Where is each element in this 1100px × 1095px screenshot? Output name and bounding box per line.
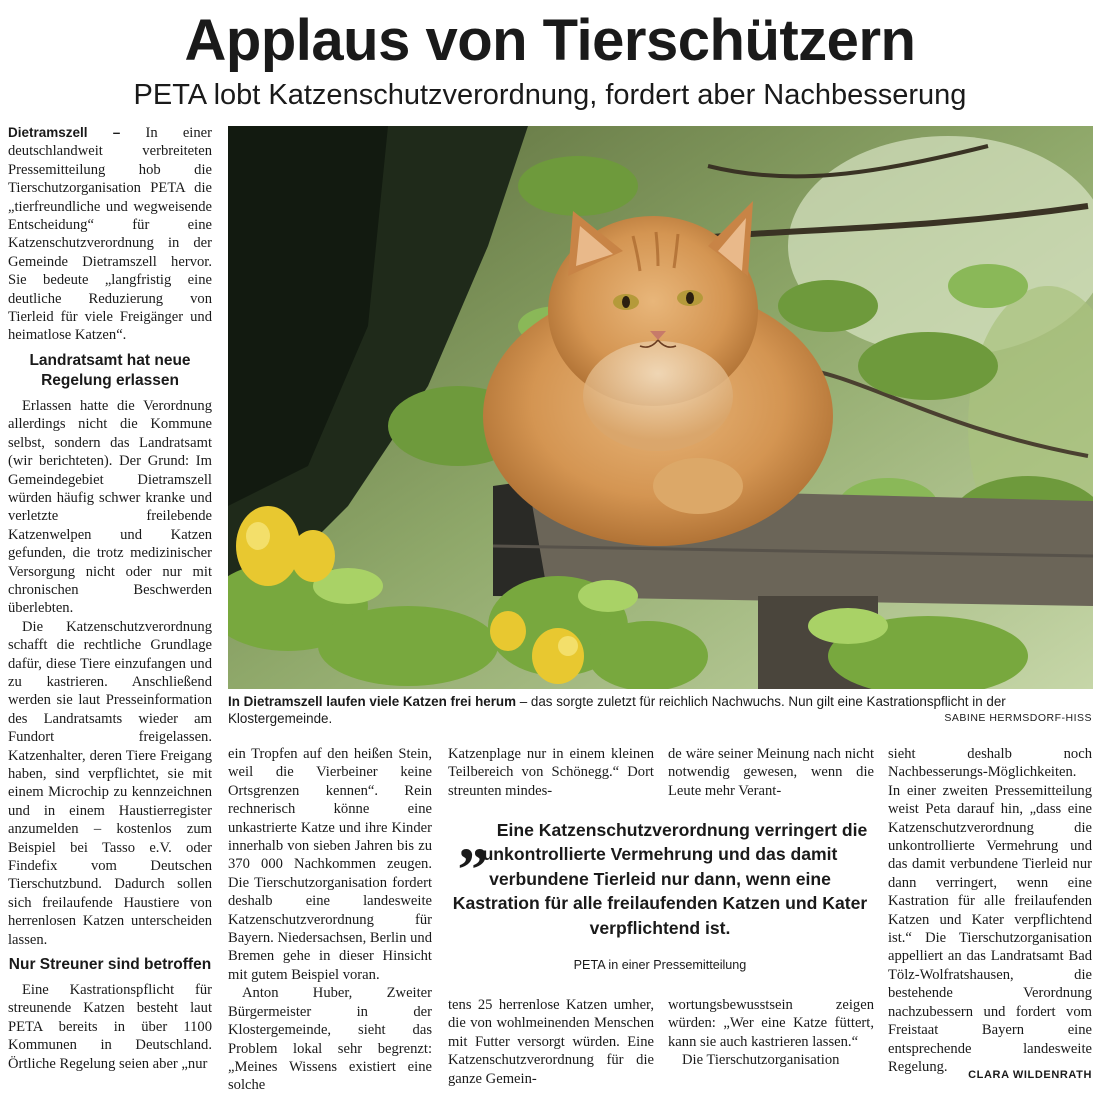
paragraph: Anton Huber, Zweiter Bürgermeister in der Klostergemeinde, sieht das Problem lokal sehr begrenzt: „Meines Wissens existiert eine solche [228, 985, 432, 1094]
quote-mark-icon: „ [458, 804, 489, 872]
paragraph: de wäre seiner Meinung nach nicht notwendig gewesen, wenn die Leute mehr Verant- [668, 746, 874, 799]
paragraph: sieht deshalb noch Nachbesserungs-Möglichkeiten. In einer zweiten Pressemitteilung weist Peta darauf hin, „dass eine Katzenschutzverordnung die unkontrollierte Vermehrung und das damit verbundene Tierleid nur dann verringert, wenn eine Kastration für alle freilaufenden Katzen und Kater verpflichtend ist.“ Die Tierschutzorganisation appelliert an das Landratsamt Bad Tölz-Wolfratshausen, die bestehende Verordnung nachzubessern und fordert vom Freistaat Bayern eine entsprechende landesweite Regelung. [888, 746, 1092, 1075]
subheading-landratsamt: Landratsamt hat neue Regelung erlassen [29, 351, 191, 389]
paragraph: tens 25 herrenlose Katzen umher, die von wohlmeinenden Menschen mit Futter versorgt würden. Eine Katzenschutzverordnung für die ganze Gemein- [448, 997, 654, 1087]
subheading-streuner: Nur Streuner sind betroffen [8, 956, 212, 974]
photo-credit: SABINE HERMSDORF-HISS [944, 712, 1092, 724]
quote-source: PETA in einer Pressemitteilung [573, 958, 747, 973]
article-column-3-bottom [448, 996, 654, 1088]
paragraph: Katzenplage nur in einem kleinen Teilbereich von Schönegg.“ Dort streunten mindes- [448, 746, 654, 799]
headline: Applaus von Tierschützern [184, 8, 916, 73]
paragraph: Erlassen hatte die Verordnung allerdings nicht die Kommune selbst, sondern das Landratsamt (wir berichteten). Der Grund: Im Gemeindegebiet Dietramszell würden häufig schwer kranke und verletzte freilebende Katzenwelpen und Katzen gefunden, die trotz medizinischer Versorgung nicht oder nur mit chronischen Beschwerden überlebten. [8, 397, 212, 617]
article-column-2 [228, 745, 432, 1095]
article-column-3-top [448, 745, 654, 800]
quote-text: Eine Katzenschutzverordnung verringert die unkontrollierte Vermehrung und das damit verbundene Tierleid nur dann, wenn eine Kastration für alle freilaufenden Katzen und Kater verpflichtend ist. [452, 820, 868, 938]
paragraph [8, 124, 212, 345]
author-byline: CLARA WILDENRATH [968, 1069, 1092, 1081]
paragraph: Eine Kastrationspflicht für streunende Katzen besteht laut PETA bereits in über 1100 Kommunen in Deutschland. Örtliche Regelung seien aber „nur [8, 982, 212, 1072]
subheadline: PETA lobt Katzenschutzverordnung, fordert aber Nachbesserung [133, 79, 967, 111]
caption-text: – das sorgte zuletzt für reichlich Nachwuchs. Nun gilt eine Kastrationspflicht in der Klostergemeinde. [228, 694, 1006, 726]
paragraph: ein Tropfen auf den heißen Stein, weil die Vierbeiner keine Ortsgrenzen kennen“. Rein rechnerisch könne eine unkastrierte Katze und ihre Kinder innerhalb von sieben Jahren bis zu 370 000 Nachkommen zeugen. Die Tierschutzorganisation fordert deshalb eine landesweite Katzenschutzverordnung für Bayern. Niedersachsen, Berlin und Bremen gehe in dieser Hinsicht mit gutem Beispiel voran. [228, 746, 432, 983]
cat-photo [228, 126, 1093, 689]
article-column-4-top [668, 745, 874, 800]
dateline: Dietramszell – [8, 125, 121, 140]
article-column-5 [888, 745, 1092, 1076]
paragraph: Die Katzenschutzverordnung schafft die rechtliche Grundlage dafür, diese Tiere einzufangen und zu kastrieren. Anschließend werden sie laut Presseinformation des Landratsamts wieder am Fundort freigelassen. Katzenhalter, deren Tiere Freigang haben, sind verpflichtet, sie mit einem Microchip zu kennzeichnen und in einem Haustierregister anzumelden – kostenlos zum Beispiel bei Tasso e.V. oder Findefix vom Deutschen Tierschutzbund. Dadurch sollen sich freilaufende Haustiere von herrenlosen Katzen unterscheiden lassen. [8, 618, 212, 948]
paragraph-text: In einer deutschlandweit verbreiteten Pressemitteilung hob die Tierschutzorganisation PETA die „tierfreundliche und wegweisende Entscheidung“ für eine Katzenschutzverordnung in der Gemeinde Dietramszell hervor. Sie bedeute „langfristig eine deutliche Reduzierung von Tierleid für viele Freigänger und heimatlose Katzen“. [8, 125, 212, 344]
pull-quote [446, 804, 874, 973]
article-column-1 [8, 124, 212, 1073]
article-column-4-bottom [668, 996, 874, 1070]
caption-bold: In Dietramszell laufen viele Katzen frei herum [228, 694, 516, 709]
paragraph: Die Tierschutzorganisation [682, 1052, 840, 1069]
paragraph: wortungsbewusstsein zeigen würden: „Wer eine Katze füttert, kann sie auch kastrieren lassen.“ [668, 997, 874, 1050]
